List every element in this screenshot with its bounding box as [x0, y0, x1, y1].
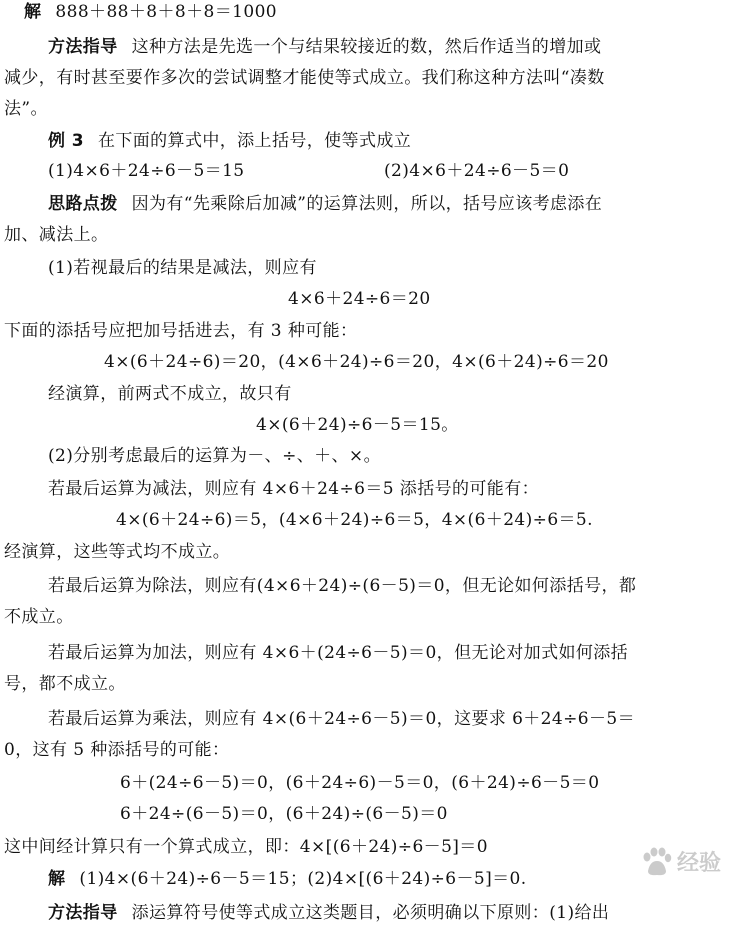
paragraph-line: 法”。	[4, 99, 48, 119]
equation-line: 6＋24÷(6－5)＝0，(6＋24)÷(6－5)＝0	[120, 804, 448, 824]
paragraph-line: 号，都不成立。	[4, 674, 126, 694]
paragraph-line: 减少，有时甚至要作多次的尝试调整才能使等式成立。我们称这种方法叫“凑数	[4, 68, 605, 88]
paragraph-line: 这中间经计算只有一个算式成立，即：4×[(6＋24)÷6－5]＝0	[4, 837, 488, 857]
equation-line: 4×(6＋24)÷6－5＝15。	[256, 415, 459, 435]
paragraph-line: 若最后运算为除法，则应有(4×6＋24)÷(6－5)＝0，但无论如何添括号，都	[48, 576, 637, 596]
paragraph-line: 0，这有 5 种添括号的可能：	[4, 740, 230, 760]
hint-heading: 思路点拨 因为有“先乘除后加减”的运算法则，所以，括号应该考虑添在	[48, 194, 603, 214]
paragraph-line: 经演算，前两式不成立，故只有	[48, 384, 292, 404]
answer-line: 解 (1)4×(6＋24)÷6－5＝15；(2)4×[(6＋24)÷6－5]＝0.	[48, 869, 527, 889]
method-guide-heading: 方法指导 添运算符号使等式成立这类题目，必须明确以下原则：(1)给出	[48, 903, 610, 923]
paragraph-line: (2)分别考虑最后的运算为－、÷、＋、×。	[48, 446, 381, 466]
solution-label: 解	[24, 2, 42, 22]
method-guide-label: 方法指导	[48, 37, 118, 57]
solution-line: 解 888＋88＋8＋8＋8＝1000	[24, 2, 277, 22]
example-3-heading: 例 3 在下面的算式中，添上括号，使等式成立	[48, 131, 412, 151]
paragraph-line: 加、减法上。	[4, 225, 109, 245]
paragraph-line: 不成立。	[4, 607, 74, 627]
equation-line: 4×(6＋24÷6)＝20，(4×6＋24)÷6＝20，4×(6＋24)÷6＝20	[104, 352, 609, 372]
example-label: 例 3	[48, 131, 84, 151]
paragraph-line: (1)若视最后的结果是减法，则应有	[48, 258, 317, 278]
paragraph-line: 经演算，这些等式均不成立。	[4, 542, 231, 562]
problem-1: (1)4×6＋24÷6－5＝15	[48, 161, 245, 181]
problem-2: (2)4×6＋24÷6－5＝0	[384, 161, 570, 181]
equation-line: 4×(6＋24÷6)＝5，(4×6＋24)÷6＝5，4×(6＋24)÷6＝5.	[116, 510, 593, 530]
paragraph-line: 若最后运算为乘法，则应有 4×(6＋24÷6－5)＝0，这要求 6＋24÷6－5＝	[48, 709, 635, 729]
paragraph-line: 若最后运算为减法，则应有 4×6＋24÷6＝5 添括号的可能有：	[48, 479, 539, 499]
method-guide-heading: 方法指导 这种方法是先选一个与结果较接近的数，然后作适当的增加或	[48, 37, 602, 57]
solution-label: 解	[48, 869, 66, 889]
paragraph-line: 下面的添括号应把加号括进去，有 3 种可能：	[4, 321, 358, 341]
equation-line: 6＋(24÷6－5)＝0，(6＋24÷6)－5＝0，(6＋24)÷6－5＝0	[120, 773, 600, 793]
watermark	[639, 846, 721, 877]
method-guide-label: 方法指导	[48, 903, 118, 923]
hint-label: 思路点拨	[48, 194, 118, 214]
equation-line: 4×6＋24÷6＝20	[288, 289, 431, 309]
baidu-paw-icon	[639, 847, 673, 877]
watermark-text: 经验	[676, 851, 721, 876]
paragraph-line: 若最后运算为加法，则应有 4×6＋(24÷6－5)＝0，但无论对加式如何添括	[48, 643, 629, 663]
